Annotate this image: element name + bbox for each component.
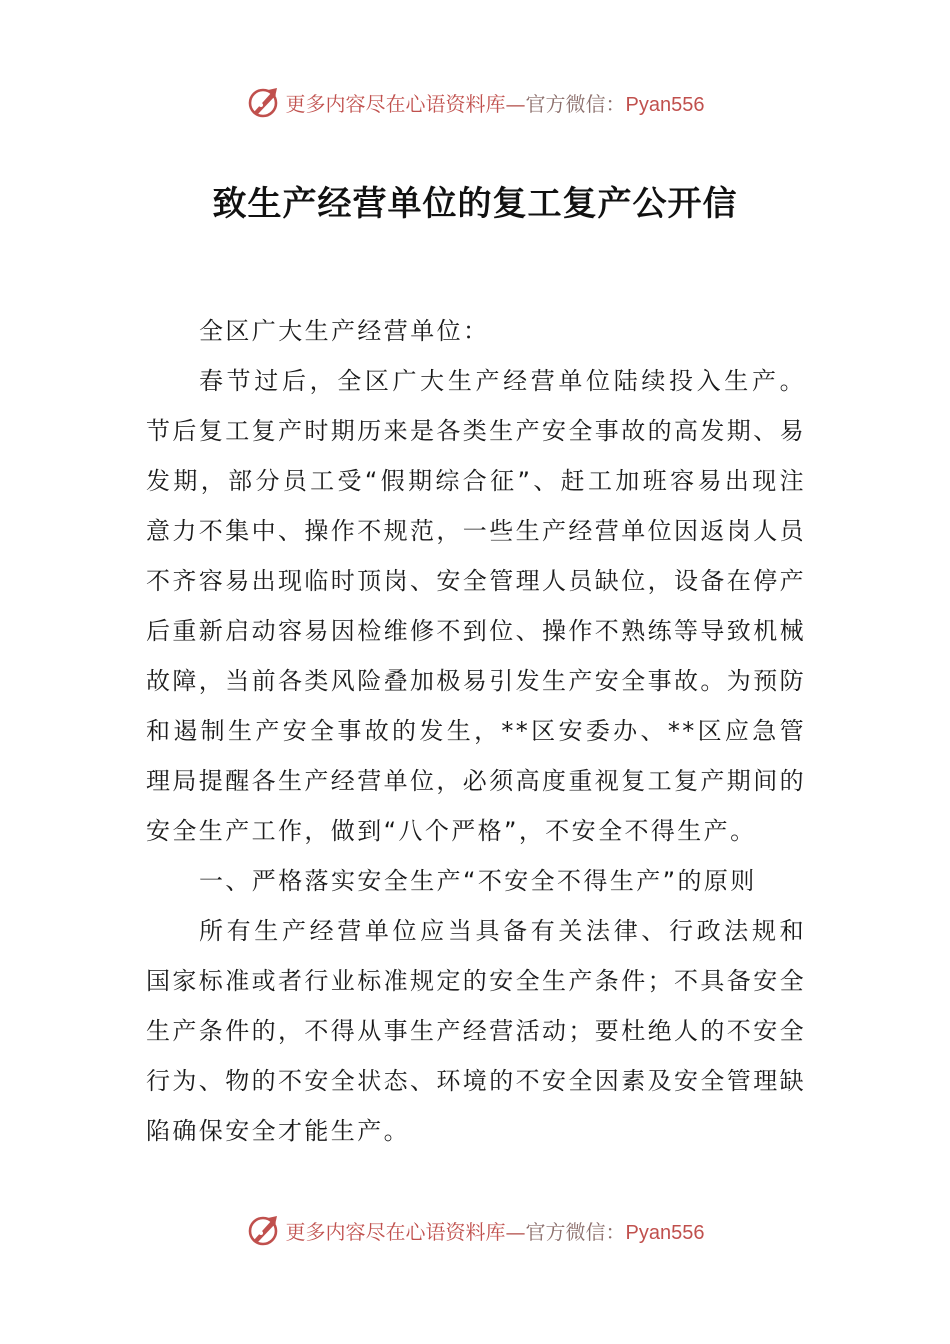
header-banner (0, 80, 950, 124)
banner-wechat-id: Pyan556 (625, 93, 705, 116)
banner-text (286, 88, 705, 117)
document-title: 致生产经营单位的复工复产公开信 (212, 184, 738, 224)
banner-text (286, 1216, 705, 1245)
banner-prefix: 更多内容尽在心语资料库 (285, 91, 506, 116)
banner-wechat-label: 官方微信： (525, 1219, 626, 1244)
banner-prefix: 更多内容尽在心语资料库 (285, 1219, 506, 1244)
banner-dash: — (505, 91, 526, 116)
banner-wechat-id: Pyan556 (625, 1221, 705, 1244)
pen-nib-circle-icon (246, 1212, 282, 1248)
document-body (146, 306, 806, 1156)
salutation: 全区广大生产经营单位： (199, 317, 490, 345)
banner-dash: — (505, 1219, 526, 1244)
paragraph: 春节过后，全区广大生产经营单位陆续投入生产。节后复工复产时期历来是各类生产安全事故的高发期、易发期，部分员工受“假期综合征”、赶工加班容易出现注意力不集中、操作不规范，一些生产经营单位因返岗人员不齐容易出现临时顶岗、安全管理人员缺位，设备在停产后重新启动容易因检维修不到位、操作不熟练等导致机械故障，当前各类风险叠加极易引发生产安全事故。为预防和遏制生产安全事故的发生，**区安委办、**区应急管理局提醒各生产经营单位，必须高度重视复工复产期间的安全生产工作，做到“八个严格”，不安全不得生产。 (146, 367, 806, 845)
pen-nib-circle-icon (246, 84, 282, 120)
footer-banner (0, 1208, 950, 1252)
section-heading: 一、严格落实安全生产“不安全不得生产”的原则 (199, 867, 757, 895)
banner-wechat-label: 官方微信： (525, 91, 626, 116)
paragraph: 所有生产经营单位应当具备有关法律、行政法规和国家标准或者行业标准规定的安全生产条件；不具备安全生产条件的，不得从事生产经营活动；要杜绝人的不安全行为、物的不安全状态、环境的不安全因素及安全管理缺陷确保安全才能生产。 (146, 917, 806, 1145)
